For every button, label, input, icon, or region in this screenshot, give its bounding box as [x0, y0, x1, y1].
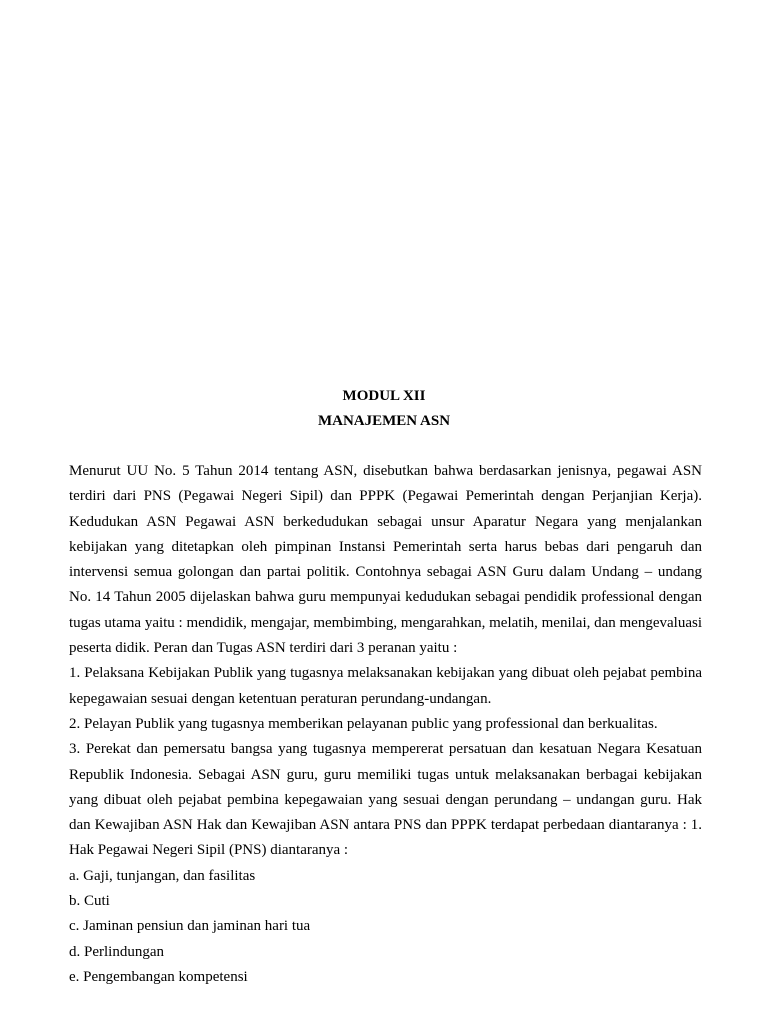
- list-item: d. Perlindungan: [69, 943, 164, 960]
- list-item: c. Jaminan pensiun dan jaminan hari tua: [69, 918, 311, 935]
- role-item-1: 1. Pelaksana Kebijakan Publik yang tugasnya melaksanakan kebijakan yang dibuat oleh pejabat pembina kepegawaian sesuai dengan ketentuan peraturan perundang-undangan.: [69, 665, 702, 707]
- intro-paragraph: Menurut UU No. 5 Tahun 2014 tentang ASN, disebutkan bahwa berdasarkan jenisnya, pegawai ASN terdiri dari PNS (Pegawai Negeri Sipil) dan PPPK (Pegawai Pemerintah dengan Perjanjian Kerja). Kedudukan ASN Pegawai ASN berkedudukan sebagai unsur Aparatur Negara yang menjalankan kebijakan yang ditetapkan oleh pimpinan Instansi Pemerintah serta harus bebas dari pengaruh dan intervensi semua golongan dan partai politik. Contohnya sebagai ASN Guru dalam Undang – undang No. 14 Tahun 2005 dijelaskan bahwa guru mempunyai kedudukan sebagai pendidik professional dengan tugas utama yaitu : mendidik, mengajar, membimbing, mengarahkan, melatih, menilai, dan mengevaluasi peserta didik. Peran dan Tugas ASN terdiri dari 3 peranan yaitu :: [69, 463, 702, 657]
- document-body: [69, 459, 702, 990]
- document-subtitle: MANAJEMEN ASN: [317, 413, 451, 429]
- title-block: [0, 384, 768, 434]
- list-item: a. Gaji, tunjangan, dan fasilitas: [69, 867, 256, 884]
- role-item-2: 2. Pelayan Publik yang tugasnya memberikan pelayanan public yang professional dan berkualitas.: [69, 715, 658, 732]
- list-item: e. Pengembangan kompetensi: [69, 968, 248, 985]
- role-item-3: 3. Perekat dan pemersatu bangsa yang tugasnya mempererat persatuan dan kesatuan Negara Kesatuan Republik Indonesia. Sebagai ASN guru, guru memiliki tugas untuk melaksanakan berbagai kebijakan yang dibuat oleh pejabat pembina kepegawaian yang sesuai dengan perundang – undangan guru. Hak dan Kewajiban ASN Hak dan Kewajiban ASN antara PNS dan PPPK terdapat perbedaan diantaranya : 1. Hak Pegawai Negeri Sipil (PNS) diantaranya :: [69, 741, 702, 859]
- list-item: b. Cuti: [69, 893, 110, 910]
- document-title: MODUL XII: [342, 388, 426, 404]
